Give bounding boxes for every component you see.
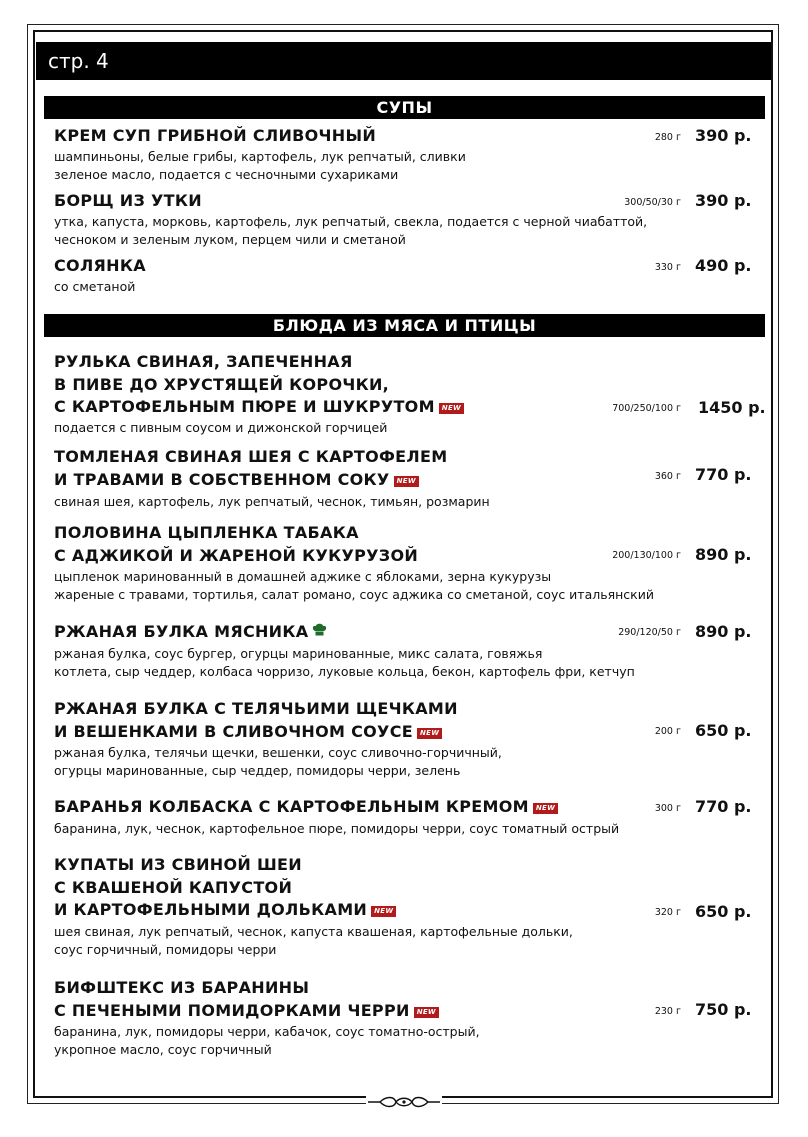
ornament-divider-icon: [366, 1094, 442, 1108]
menu-item: [54, 446, 769, 511]
item-price: 390 р.: [695, 191, 752, 210]
menu-item: [54, 621, 769, 681]
item-title: РУЛЬКА СВИНАЯ, ЗАПЕЧЕННАЯ В ПИВЕ ДО ХРУСТЯЩЕЙ КОРОЧКИ, С КАРТОФЕЛЬНЫМ ПЮРЕ И ШУКРУТОМ NEW: [54, 351, 769, 419]
item-title: РЖАНАЯ БУЛКА С ТЕЛЯЧЬИМИ ЩЕЧКАМИ И ВЕШЕНКАМИ В СЛИВОЧНОМ СОУСЕ NEW: [54, 699, 458, 741]
item-weight: 300 г: [654, 803, 681, 814]
new-badge: NEW: [533, 803, 558, 814]
item-description: шампиньоны, белые грибы, картофель, лук репчатый, сливки зеленое масло, подается с чесночными сухариками: [54, 148, 466, 182]
item-weight: 360 г: [654, 471, 681, 482]
menu-item: [54, 698, 769, 780]
item-price: 390 р.: [695, 126, 752, 145]
item-description: шея свиная, лук репчатый, чеснок, капуста квашеная, картофельные дольки, соус горчичный, помидоры черри: [54, 923, 573, 957]
chef-hat-icon: [312, 621, 327, 644]
new-badge: NEW: [414, 1007, 439, 1018]
menu-item: [54, 522, 769, 604]
item-price: 770 р.: [695, 797, 752, 816]
item-weight: 200/130/100 г: [612, 550, 681, 561]
item-title: СОЛЯНКА: [54, 256, 146, 275]
item-weight: 700/250/100 г: [612, 403, 681, 414]
item-weight: 300/50/30 г: [624, 197, 681, 208]
section-title-soups: СУПЫ: [44, 96, 765, 119]
menu-item: [54, 255, 769, 296]
item-weight: 200 г: [654, 726, 681, 737]
item-weight: 280 г: [654, 132, 681, 143]
menu-item: [54, 351, 769, 437]
new-badge: NEW: [371, 906, 396, 917]
page-number-header: стр. 4: [36, 42, 771, 80]
item-description: свиная шея, картофель, лук репчатый, чеснок, тимьян, розмарин: [54, 494, 490, 509]
menu-item: [54, 190, 769, 249]
item-weight: 330 г: [654, 262, 681, 273]
new-badge: NEW: [394, 476, 419, 487]
item-price: 490 р.: [695, 256, 752, 275]
new-badge: NEW: [417, 728, 442, 739]
item-description: подается с пивным соусом и дижонской горчицей: [54, 419, 388, 435]
item-weight: 320 г: [654, 907, 681, 918]
item-description: цыпленок маринованный в домашней аджике с яблоками, зерна кукурузы жареные с травами, тортилья, салат романо, соус аджика со сметаной, соус итальянский: [54, 569, 654, 602]
item-title: КРЕМ СУП ГРИБНОЙ СЛИВОЧНЫЙ: [54, 126, 377, 145]
item-description: ржаная булка, телячьи щечки, вешенки, соус сливочно-горчичный, огурцы маринованные, сыр чеддер, помидоры черри, зелень: [54, 745, 502, 778]
item-weight: 290/120/50 г: [618, 627, 681, 638]
item-price: 650 р.: [695, 902, 752, 921]
section-title-meat-poultry: БЛЮДА ИЗ МЯСА И ПТИЦЫ: [44, 314, 765, 337]
item-title: БОРЩ ИЗ УТКИ: [54, 191, 202, 210]
item-price: 890 р.: [695, 545, 752, 564]
new-badge: NEW: [439, 403, 464, 414]
item-description: со сметаной: [54, 278, 136, 294]
item-description: баранина, лук, чеснок, картофельное пюре, помидоры черри, соус томатный острый: [54, 820, 620, 836]
item-price: 750 р.: [695, 1000, 752, 1019]
item-price: 650 р.: [695, 721, 752, 740]
menu-item: [54, 854, 769, 959]
item-title: БАРАНЬЯ КОЛБАСКА С КАРТОФЕЛЬНЫМ КРЕМОМ NEW: [54, 796, 769, 819]
item-weight: 230 г: [654, 1006, 681, 1017]
item-price: 890 р.: [695, 622, 752, 641]
menu-item: [54, 125, 769, 184]
item-title: БИФШТЕКС ИЗ БАРАНИНЫ С ПЕЧЕНЫМИ ПОМИДОРКАМИ ЧЕРРИ NEW: [54, 977, 769, 1022]
item-price: 770 р.: [695, 465, 752, 484]
item-title: ТОМЛЕНАЯ СВИНАЯ ШЕЯ С КАРТОФЕЛЕМ И ТРАВАМИ В СОБСТВЕННОМ СОКУ NEW: [54, 447, 448, 489]
item-price: 1450 р.: [698, 398, 766, 417]
menu-item: [54, 796, 769, 838]
item-description: ржаная булка, соус бургер, огурцы маринованные, микс салата, говяжья котлета, сыр чеддер, колбаса чорризо, луковые кольца, бекон, картофель фри, кетчуп: [54, 645, 635, 679]
item-title: ПОЛОВИНА ЦЫПЛЕНКА ТАБАКА С АДЖИКОЙ И ЖАРЕНОЙ КУКУРУЗОЙ: [54, 523, 419, 565]
item-title: РЖАНАЯ БУЛКА МЯСНИКА: [54, 621, 769, 644]
item-description: утка, капуста, морковь, картофель, лук репчатый, свекла, подается с черной чиабаттой, чесноком и зеленым луком, перцем чили и сметаной: [54, 213, 648, 247]
menu-item: [54, 977, 769, 1059]
item-description: баранина, лук, помидоры черри, кабачок, соус томатно-острый, укропное масло, соус горчичный: [54, 1024, 480, 1057]
item-title: КУПАТЫ ИЗ СВИНОЙ ШЕИ С КВАШЕНОЙ КАПУСТОЙ И КАРТОФЕЛЬНЫМИ ДОЛЬКАМИ NEW: [54, 854, 769, 922]
